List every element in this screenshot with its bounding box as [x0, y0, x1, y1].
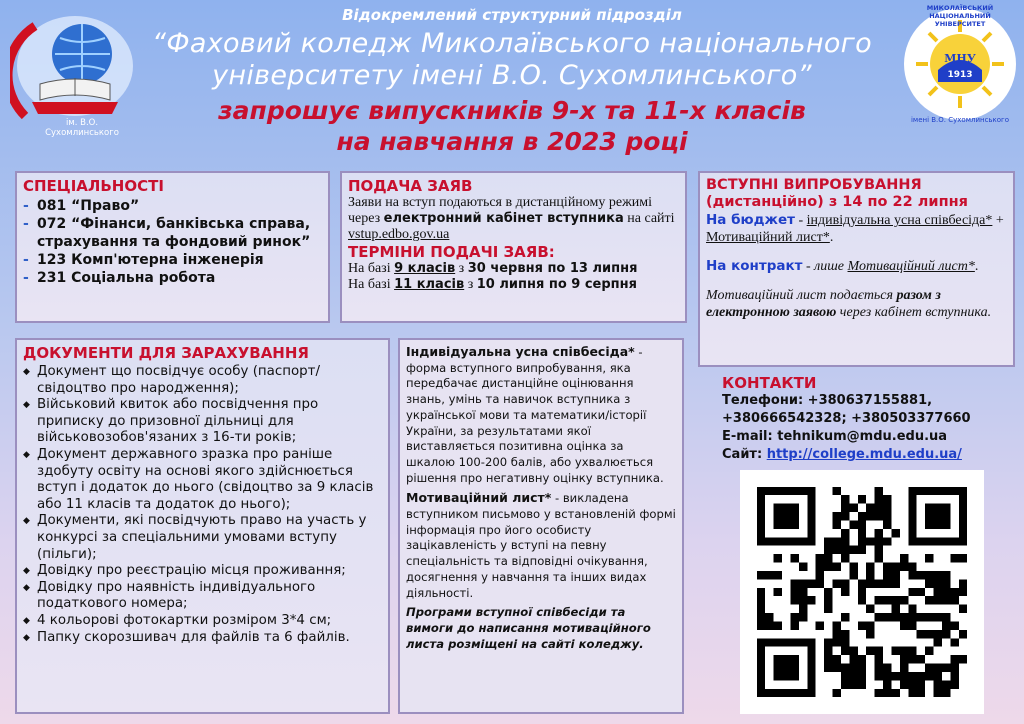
specialties-box	[15, 171, 330, 323]
email-link[interactable]: tehnikum@mdu.edu.ua	[777, 429, 948, 444]
specialty-item: - 072 “Фінанси, банківська справа, страхування та фондовий ринок”	[23, 215, 322, 251]
invite-line1: запрошує випускників 9-х та 11-х класів	[218, 96, 806, 125]
contacts-heading: КОНТАКТИ	[722, 374, 817, 392]
document-item: ◆ Військовий квиток або посвідчення про приписку до призовної дільниці для військовозобов'язаних з 16-ти років;	[23, 397, 382, 447]
specialties-list	[23, 197, 322, 287]
contacts-phones: Телефони: +380637155881,	[722, 393, 933, 408]
header-title-line2: університету імені В.О. Сухомлинського”	[212, 60, 812, 91]
document-item: ◆ Довідку про реєстрацію місця проживання;	[23, 563, 382, 580]
invite-line2: на навчання в 2023 році	[336, 127, 688, 156]
contacts-phones-2[interactable]: +380666542328; +380503377660	[722, 411, 971, 426]
specialties-heading: СПЕЦІАЛЬНОСТІ	[23, 177, 164, 195]
university-logo-arc-text: МИКОЛАЇВСЬКИЙ НАЦІОНАЛЬНИЙ УНІВЕРСИТЕТ	[926, 4, 994, 28]
college-logo	[10, 6, 140, 140]
document-item: ◆ Документ державного зразка про раніше здобуту освіту на основі якого здійснюється вступ і додаток до нього (свідоцтво за 9 класів або 11 класів та додаток до нього);	[23, 447, 382, 513]
contacts-block	[722, 374, 1022, 464]
document-item: ◆ Документ що посвідчує особу (паспорт/свідоцтво про народження);	[23, 364, 382, 397]
interview-box	[398, 338, 684, 714]
university-logo-year: 1913	[947, 70, 973, 80]
college-site-link[interactable]: http://college.mdu.edu.ua/	[766, 447, 962, 462]
qr-code	[740, 470, 984, 714]
specialty-item: - 123 Комп'ютерна інженерія	[23, 251, 322, 269]
contacts-email: E-mail: tehnikum@mdu.edu.ua	[722, 429, 948, 444]
document-item: ◆ 4 кольорові фотокартки розміром 3*4 см;	[23, 613, 382, 630]
header-subtitle: Відокремлений структурний підрозділ	[342, 6, 682, 24]
documents-list	[23, 364, 382, 646]
tests-heading: ВСТУПНІ ВИПРОБУВАННЯ (дистанційно) з 14 по 22 липня	[706, 177, 968, 210]
phone-1[interactable]: +380637155881,	[807, 393, 933, 408]
applications-heading: ПОДАЧА ЗАЯВ	[348, 177, 473, 195]
document-item: ◆ Документи, які посвідчують право на участь у конкурсі за спеціальними умовами вступу (пільги);	[23, 513, 382, 563]
interview-definition: Індивідуальна усна співбесіда* - форма вступного випробування, яка передбачає дистанційне оцінювання знань, умінь та навичок вступника з української мови та математики/історії України, за результатами якої виставляється позитивна оцінка за шкалою 100-200 балів, або ухвалюється рішення про негативну оцінку вступника.	[406, 344, 664, 485]
applications-text: Заяви на вступ подаються в дистанційному режимі через електронний кабінет вступника на сайті vstup.edbo.gov.ua	[348, 195, 675, 242]
programs-note: Програми вступної співбесіди та вимоги до написання мотиваційного листа розміщені на сайті коледжу.	[406, 605, 651, 651]
document-item: ◆ Папку скорозшивач для файлів та 6 файлів.	[23, 630, 382, 647]
documents-heading: ДОКУМЕНТИ ДЛЯ ЗАРАХУВАННЯ	[23, 344, 309, 362]
deadline-9: На базі 9 класів з 30 червня по 13 липня	[348, 261, 638, 276]
qr-code-icon	[740, 470, 984, 714]
specialty-item: - 081 “Право”	[23, 197, 322, 215]
document-item: ◆ Довідку про наявність індивідуального податкового номера;	[23, 580, 382, 613]
edbo-site-link[interactable]: vstup.edbo.gov.ua	[348, 227, 450, 242]
tests-note: Мотиваційний лист подається разом з електронною заявою через кабінет вступника.	[706, 288, 992, 320]
entrance-tests-box	[698, 171, 1015, 367]
university-logo-bottom-text: імені В.О. Сухомлинського	[910, 116, 1010, 124]
deadline-11: На базі 11 класів з 10 липня по 9 серпня	[348, 277, 637, 292]
motivation-letter-definition: Мотиваційний лист* - викладена вступником письмово у встановленій формі інформація про його особисту зацікавленість у вступі на певну спеціальність та відповідні очікування, досягнення у навчання та інших видах діяльності.	[406, 490, 676, 600]
contacts-site: Сайт: http://college.mdu.edu.ua/	[722, 447, 962, 462]
tests-budget: На бюджет - індивідуальна усна співбесіда* + Мотиваційний лист*.	[706, 212, 1004, 245]
university-logo-abbr: МНУ	[944, 52, 976, 65]
tests-contract: На контракт - лише Мотиваційний лист*.	[706, 258, 979, 274]
header-title-line1: “Фаховий коледж Миколаївського національного	[152, 28, 872, 59]
documents-box	[15, 338, 390, 714]
university-logo	[900, 2, 1020, 132]
deadlines-heading: ТЕРМІНИ ПОДАЧІ ЗАЯВ:	[348, 243, 555, 261]
specialty-item: - 231 Соціальна робота	[23, 269, 322, 287]
applications-box	[340, 171, 687, 323]
college-logo-text: ім. В.О. Сухомлинського	[45, 118, 119, 138]
